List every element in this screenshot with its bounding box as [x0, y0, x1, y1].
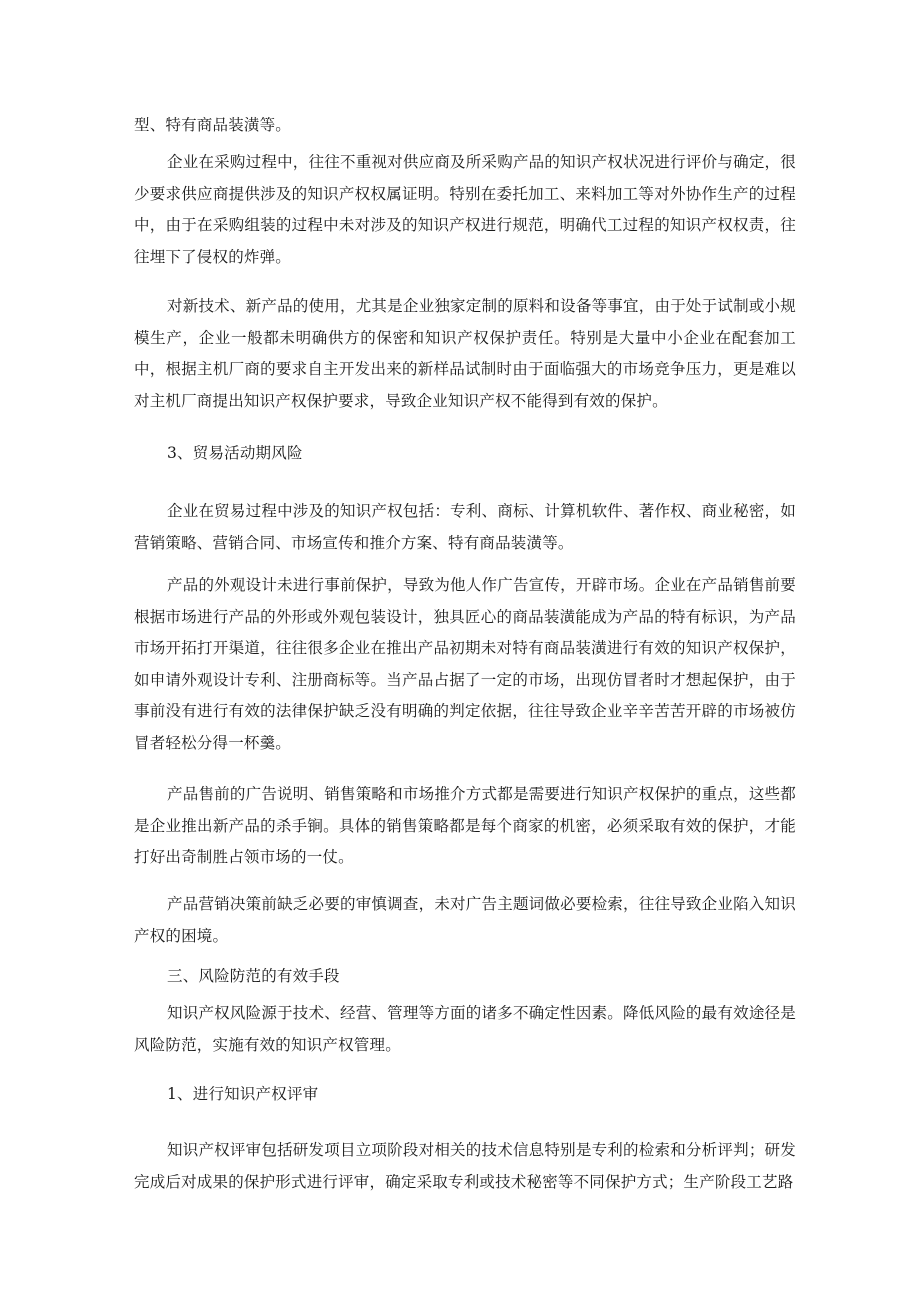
paragraph-continuation: 型、特有商品装潢等。	[134, 116, 292, 134]
paragraph-appearance-design: 产品的外观设计未进行事前保护，导致为他人作广告宣传，开辟市场。企业在产品销售前要根据市场进行产品的外形或外观包装设计，独具匠心的商品装潢能成为产品的特有标识，为产品市场开拓打开渠道，往往很多企业在推出产品初期未对特有商品装潢进行有效的知识产权保护，如申请外观设计专利、注册商标等。当产品占据了一定的市场，出现仿冒者时才想起保护，由于事前没有进行有效的法律保护缺乏没有明确的判定依据，往往导致企业辛辛苦苦开辟的市场被仿冒者轻松分得一杯羹。	[134, 576, 796, 752]
heading-risk-prevention: 三、风险防范的有效手段	[167, 967, 340, 985]
paragraph-procurement-risk: 企业在采购过程中，往往不重视对供应商及所采购产品的知识产权状况进行评价与确定，很少要求供应商提供涉及的知识产权权属证明。特别在委托加工、来料加工等对外协作生产的过程中，由于在采购组装的过程中未对涉及的知识产权进行规范，明确代工过程的知识产权权责，往往埋下了侵权的炸弹。	[134, 153, 796, 266]
paragraph-marketing-decision: 产品营销决策前缺乏必要的审慎调查，未对广告主题词做必要检索，往往导致企业陷入知识产权的困境。	[134, 895, 796, 945]
paragraph-trade-ip: 企业在贸易过程中涉及的知识产权包括：专利、商标、计算机软件、著作权、商业秘密，如营销策略、营销合同、市场宣传和推介方案、特有商品装潢等。	[134, 502, 796, 552]
paragraph-advertising: 产品售前的广告说明、销售策略和市场推介方式都是需要进行知识产权保护的重点，这些都是企业推出新产品的杀手锏。具体的销售策略都是每个商家的机密，必须采取有效的保护，才能打好出奇制胜占领市场的一仗。	[134, 785, 796, 866]
paragraph-new-technology: 对新技术、新产品的使用，尤其是企业独家定制的原料和设备等事宜，由于处于试制或小规模生产，企业一般都未明确供方的保密和知识产权保护责任。特别是大量中小企业在配套加工中，根据主机厂商的要求自主开发出来的新样品试制时由于面临强大的市场竞争压力，更是难以对主机厂商提出知识产权保护要求，导致企业知识产权不能得到有效的保护。	[134, 297, 796, 410]
heading-trade-activity-risk: 3、贸易活动期风险	[167, 444, 303, 462]
paragraph-ip-review: 知识产权评审包括研发项目立项阶段对相关的技术信息特别是专利的检索和分析评判；研发完成后对成果的保护形式进行评审，确定采取专利或技术秘密等不同保护方式；生产阶段工艺路	[134, 1141, 796, 1191]
heading-ip-review: 1、进行知识产权评审	[167, 1085, 319, 1103]
paragraph-risk-source: 知识产权风险源于技术、经营、管理等方面的诸多不确定性因素。降低风险的最有效途径是风险防范，实施有效的知识产权管理。	[134, 1004, 796, 1054]
